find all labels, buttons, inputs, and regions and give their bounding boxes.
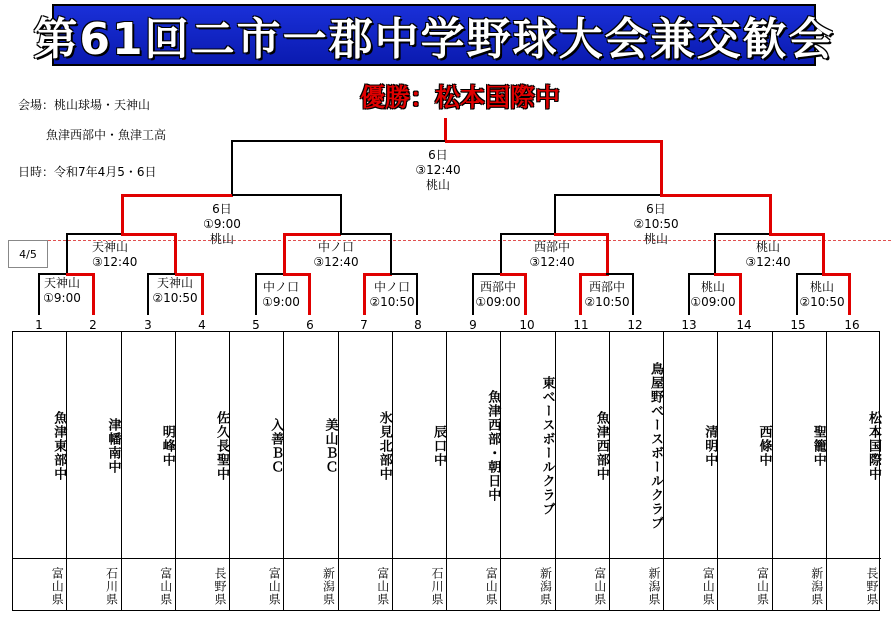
r1m6-right-line <box>606 273 634 275</box>
qf1-slot: ③12:40 <box>92 255 138 269</box>
final-right-drop <box>660 140 663 195</box>
semi1-place: 桃山 <box>209 232 234 246</box>
team-name: 清明中 <box>702 425 718 467</box>
day-tag: 4/5 <box>8 240 48 268</box>
team-number: 1 <box>35 318 43 332</box>
qf4-place: 桃山 <box>755 240 780 254</box>
team-prefecture: 新潟県 <box>647 566 661 606</box>
team-name: 美山ＢＣ <box>322 418 338 474</box>
semi1-slot: ①9:00 <box>203 217 241 231</box>
qf3-node <box>529 240 574 270</box>
team-column <box>176 332 230 610</box>
r1m6-right-drop <box>632 273 634 315</box>
semi2-place: 桃山 <box>643 232 668 246</box>
r1m3-slot: ①9:00 <box>262 295 300 309</box>
r1m7-slot: ①09:00 <box>690 295 736 309</box>
semi2-left-drop <box>554 194 556 234</box>
date-label: 日時：令和7年4月5・6日 <box>18 165 157 179</box>
semi2-slot: ②10:50 <box>633 217 679 231</box>
r1m8-slot: ②10:50 <box>799 295 845 309</box>
qf2-left-drop <box>283 233 286 273</box>
team-column <box>718 332 772 610</box>
r1m6-place: 西部中 <box>588 280 625 294</box>
r1m5-right-drop <box>524 273 527 315</box>
team-name: 鳥屋野ベースボールクラブ <box>648 362 663 530</box>
r1m1-slot: ①9:00 <box>43 291 81 305</box>
team-column <box>827 332 881 610</box>
team-prefecture: 富山県 <box>484 566 499 606</box>
qf3-left-drop <box>500 233 502 273</box>
qf2-right-line <box>340 233 392 235</box>
team-number: 8 <box>414 318 422 332</box>
r1m3-left-line <box>255 273 285 275</box>
team-prefecture: 石川県 <box>430 566 444 606</box>
page-title: 第61回二市一郡中学野球大会兼交歓会 <box>33 14 835 65</box>
final-left-line <box>231 140 446 142</box>
team-prefecture: 富山県 <box>592 566 607 606</box>
team-name: 氷見北部中 <box>376 411 392 481</box>
team-name: 佐久長聖中 <box>214 411 229 481</box>
team-number: 10 <box>519 318 535 332</box>
r1m4-slot: ②10:50 <box>369 295 415 309</box>
r1m5-left-drop <box>472 273 474 315</box>
team-name: 東ベースボールクラブ <box>539 376 555 516</box>
team-number: 2 <box>89 318 97 332</box>
team-number: 7 <box>360 318 368 332</box>
team-number: 11 <box>573 318 589 332</box>
r1m2-left-drop <box>147 273 149 315</box>
qf3-right-drop <box>606 233 609 273</box>
team-number: 15 <box>790 318 806 332</box>
r1m5-slot: ①09:00 <box>475 295 521 309</box>
qf2-place: 中ノ口 <box>317 240 354 254</box>
team-prefecture: 新潟県 <box>321 566 336 606</box>
qf4-left-drop <box>714 233 716 273</box>
team-number: 6 <box>306 318 314 332</box>
r1m4-place: 中ノ口 <box>373 280 410 294</box>
final-right-line <box>445 140 663 143</box>
r1m2-node <box>152 276 197 306</box>
team-prefecture: 富山県 <box>375 566 390 606</box>
r1m3-node <box>262 280 300 310</box>
champion-label: 優勝：松本国際中 <box>360 83 561 112</box>
r1m6-left-drop <box>579 273 582 315</box>
r1m8-left-drop <box>796 273 798 315</box>
final-left-drop <box>231 140 233 194</box>
final-node <box>415 148 460 193</box>
r1m3-right-drop <box>308 273 311 315</box>
team-column <box>393 332 447 610</box>
team-prefecture: 富山県 <box>267 566 282 606</box>
team-number: 12 <box>627 318 643 332</box>
r1m7-place: 桃山 <box>700 280 725 294</box>
team-prefecture: 石川県 <box>104 566 119 606</box>
team-prefecture: 長野県 <box>213 566 227 606</box>
qf2-node <box>313 240 358 270</box>
team-name: 魚津西部中 <box>593 411 609 481</box>
team-column <box>447 332 501 610</box>
team-column <box>664 332 718 610</box>
r1m4-right-drop <box>416 273 418 315</box>
r1m4-left-drop <box>363 273 366 315</box>
qf2-slot: ③12:40 <box>313 255 359 269</box>
r1m5-right-line <box>500 273 527 276</box>
final-slot: ③12:40 <box>415 163 461 177</box>
semi1-left-drop <box>121 194 124 234</box>
r1m3-place: 中ノ口 <box>262 280 299 294</box>
r1m6-slot: ②10:50 <box>584 295 630 309</box>
team-name: 魚津西部・朝日中 <box>485 390 501 502</box>
semi2-left-line <box>554 194 662 196</box>
r1m5-place: 西部中 <box>479 280 516 294</box>
r1m1-right-drop <box>92 273 95 315</box>
r1m6-left-line <box>579 273 609 276</box>
qf3-slot: ③12:40 <box>529 255 575 269</box>
team-prefecture: 富山県 <box>158 566 173 606</box>
r1m7-right-line <box>714 273 742 276</box>
team-prefecture: 富山県 <box>755 566 770 606</box>
team-table <box>12 331 880 611</box>
team-name: 辰口中 <box>431 425 446 467</box>
qf4-slot: ③12:40 <box>745 255 791 269</box>
r1m2-place: 天神山 <box>156 276 193 290</box>
r1m4-left-line <box>363 273 392 276</box>
semi1-left-line <box>121 194 233 197</box>
qf1-right-line <box>121 233 177 236</box>
title-banner <box>33 4 835 66</box>
team-column <box>13 332 67 610</box>
r1m2-slot: ②10:50 <box>152 291 198 305</box>
semi2-right-line <box>660 194 772 197</box>
qf1-node <box>92 240 137 270</box>
qf2-right-drop <box>390 233 392 273</box>
team-name: 聖籠中 <box>810 425 826 467</box>
r1m5-node <box>475 280 520 310</box>
venue-label: 会場：桃山球場・天神山 <box>18 98 151 112</box>
r1m4-node <box>369 280 414 310</box>
qf1-right-drop <box>174 233 177 273</box>
team-column <box>773 332 827 610</box>
team-number: 5 <box>252 318 260 332</box>
final-day: 6日 <box>428 148 448 162</box>
r1m1-left-drop <box>38 273 40 315</box>
team-column <box>501 332 555 610</box>
qf4-right-line <box>769 233 825 236</box>
r1m4-right-line <box>390 273 418 275</box>
r1m8-right-line <box>822 273 851 276</box>
team-name: 入善ＢＣ <box>268 418 284 474</box>
team-prefecture: 長野県 <box>865 566 879 606</box>
qf2-left-line <box>283 233 341 236</box>
r1m7-right-drop <box>739 273 742 315</box>
team-number: 14 <box>736 318 752 332</box>
qf3-place: 西部中 <box>533 240 570 254</box>
semi2-right-drop <box>769 194 772 235</box>
team-name: 松本国際中 <box>866 411 881 481</box>
venue-sub: 魚津西部中・魚津工高 <box>46 128 167 142</box>
team-column <box>230 332 284 610</box>
semi1-node <box>203 202 241 247</box>
team-name: 津幡南中 <box>105 418 121 474</box>
team-prefecture: 富山県 <box>50 566 65 606</box>
semi2-node <box>633 202 678 247</box>
team-name: 西條中 <box>756 425 772 467</box>
qf4-right-drop <box>822 233 825 273</box>
team-number: 4 <box>198 318 206 332</box>
r1m3-right-line <box>283 273 311 276</box>
team-number: 3 <box>144 318 152 332</box>
qf1-place: 天神山 <box>92 240 129 254</box>
qf3-left-line <box>500 233 556 235</box>
qf4-node <box>745 240 790 270</box>
team-number: 16 <box>844 318 860 332</box>
team-prefecture: 富山県 <box>701 566 716 606</box>
champion-line <box>444 118 447 140</box>
r1m7-node <box>690 280 735 310</box>
semi1-right-drop <box>340 194 342 234</box>
team-name: 明峰中 <box>159 425 175 467</box>
qf3-right-line <box>554 233 609 236</box>
r1m1-left-line <box>38 273 68 275</box>
team-column <box>339 332 393 610</box>
r1m8-left-line <box>796 273 824 275</box>
r1m3-left-drop <box>255 273 257 315</box>
team-column <box>284 332 338 610</box>
team-number: 13 <box>681 318 697 332</box>
semi1-day: 6日 <box>212 202 232 216</box>
qf4-left-line <box>714 233 771 235</box>
r1m8-place: 桃山 <box>809 280 834 294</box>
team-column <box>610 332 664 610</box>
semi1-right-line <box>232 194 342 196</box>
team-column <box>556 332 610 610</box>
r1m2-right-drop <box>201 273 204 315</box>
team-prefecture: 新潟県 <box>538 566 553 606</box>
qf1-left-drop <box>66 233 68 273</box>
semi2-day: 6日 <box>646 202 666 216</box>
r1m1-node <box>43 276 81 306</box>
team-prefecture: 新潟県 <box>809 566 824 606</box>
final-place: 桃山 <box>425 178 450 192</box>
r1m8-right-drop <box>848 273 851 315</box>
r1m7-left-line <box>688 273 716 275</box>
team-number: 9 <box>469 318 477 332</box>
r1m8-node <box>799 280 844 310</box>
r1m2-left-line <box>147 273 177 275</box>
team-name: 魚津東部中 <box>51 411 67 481</box>
team-column <box>67 332 121 610</box>
r1m5-left-line <box>472 273 502 275</box>
r1m6-node <box>584 280 629 310</box>
qf1-left-line <box>66 233 122 235</box>
r1m1-place: 天神山 <box>43 276 80 290</box>
team-column <box>122 332 176 610</box>
